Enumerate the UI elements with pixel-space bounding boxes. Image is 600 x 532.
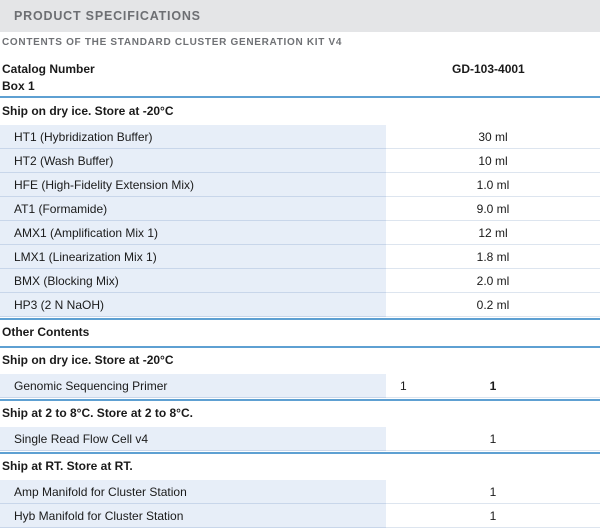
item-name: AMX1 (Amplification Mix 1) <box>14 226 159 240</box>
item-qty-cell <box>386 221 600 245</box>
table-row <box>0 504 600 528</box>
item-qty-cell <box>386 245 600 269</box>
item-name-cell <box>0 269 386 293</box>
table-row <box>0 427 600 451</box>
table-row <box>0 149 600 173</box>
table-row <box>0 197 600 221</box>
item-qty: 1.0 ml <box>476 178 510 192</box>
item-name-cell <box>0 125 386 149</box>
section-divider <box>0 399 600 401</box>
item-qty: 12 ml <box>478 226 508 240</box>
item-name-cell <box>0 374 386 398</box>
item-qty: 1 <box>489 432 497 446</box>
table-row <box>0 374 600 398</box>
catalog-number-label: Catalog Number <box>2 62 95 76</box>
item-qty-cell <box>386 125 600 149</box>
item-name: BMX (Blocking Mix) <box>14 274 119 288</box>
item-qty-cell <box>386 480 600 504</box>
item-name-cell <box>0 480 386 504</box>
item-extra-qty: 1 <box>400 379 407 393</box>
item-qty-cell <box>386 269 600 293</box>
item-name-cell <box>0 173 386 197</box>
item-qty: 0.2 ml <box>476 298 510 312</box>
section-heading-box1-storage: Ship on dry ice. Store at -20°C <box>2 104 174 118</box>
table-row <box>0 245 600 269</box>
item-qty-cell <box>386 504 600 528</box>
table-row <box>0 125 600 149</box>
item-name: HT1 (Hybridization Buffer) <box>14 130 153 144</box>
item-name-cell <box>0 245 386 269</box>
item-name: Genomic Sequencing Primer <box>14 379 168 393</box>
item-name-cell <box>0 427 386 451</box>
catalog-number-value: GD-103-4001 <box>452 62 525 76</box>
section-divider <box>0 318 600 320</box>
section-divider <box>0 96 600 98</box>
section-heading-2-8c: Ship at 2 to 8°C. Store at 2 to 8°C. <box>2 406 193 420</box>
item-qty-cell <box>386 374 600 398</box>
item-name: Amp Manifold for Cluster Station <box>14 485 187 499</box>
table-row <box>0 173 600 197</box>
item-qty: 9.0 ml <box>476 202 510 216</box>
item-qty: 1.8 ml <box>476 250 510 264</box>
item-name: LMX1 (Linearization Mix 1) <box>14 250 157 264</box>
box-label: Box 1 <box>2 79 35 93</box>
item-qty-cell <box>386 149 600 173</box>
item-qty: 1 <box>489 379 497 393</box>
item-qty-cell <box>386 293 600 317</box>
section-divider <box>0 346 600 348</box>
table-row <box>0 269 600 293</box>
table-row <box>0 480 600 504</box>
item-qty: 1 <box>489 485 497 499</box>
table-row <box>0 293 600 317</box>
item-qty: 1 <box>489 509 497 523</box>
item-name: HP3 (2 N NaOH) <box>14 298 105 312</box>
item-name-cell <box>0 221 386 245</box>
item-qty: 30 ml <box>478 130 508 144</box>
item-name: Single Read Flow Cell v4 <box>14 432 149 446</box>
section-heading-other-contents: Other Contents <box>2 325 90 339</box>
item-qty: 2.0 ml <box>476 274 510 288</box>
item-qty: 10 ml <box>478 154 508 168</box>
table-row <box>0 221 600 245</box>
section-heading-dry-ice: Ship on dry ice. Store at -20°C <box>2 353 174 367</box>
item-name-cell <box>0 293 386 317</box>
item-qty-cell <box>386 427 600 451</box>
item-qty-cell <box>386 173 600 197</box>
specs-header <box>0 0 600 32</box>
item-qty-cell <box>386 197 600 221</box>
kit-subtitle: CONTENTS OF THE STANDARD CLUSTER GENERATION KIT V4 <box>2 37 343 48</box>
item-name: HFE (High-Fidelity Extension Mix) <box>14 178 195 192</box>
section-heading-rt: Ship at RT. Store at RT. <box>2 459 133 473</box>
item-name: HT2 (Wash Buffer) <box>14 154 114 168</box>
item-name-cell <box>0 149 386 173</box>
item-name-cell <box>0 197 386 221</box>
item-name: AT1 (Formamide) <box>14 202 108 216</box>
page-title: PRODUCT SPECIFICATIONS <box>14 9 201 23</box>
section-divider <box>0 452 600 454</box>
item-name-cell <box>0 504 386 528</box>
item-name: Hyb Manifold for Cluster Station <box>14 509 184 523</box>
